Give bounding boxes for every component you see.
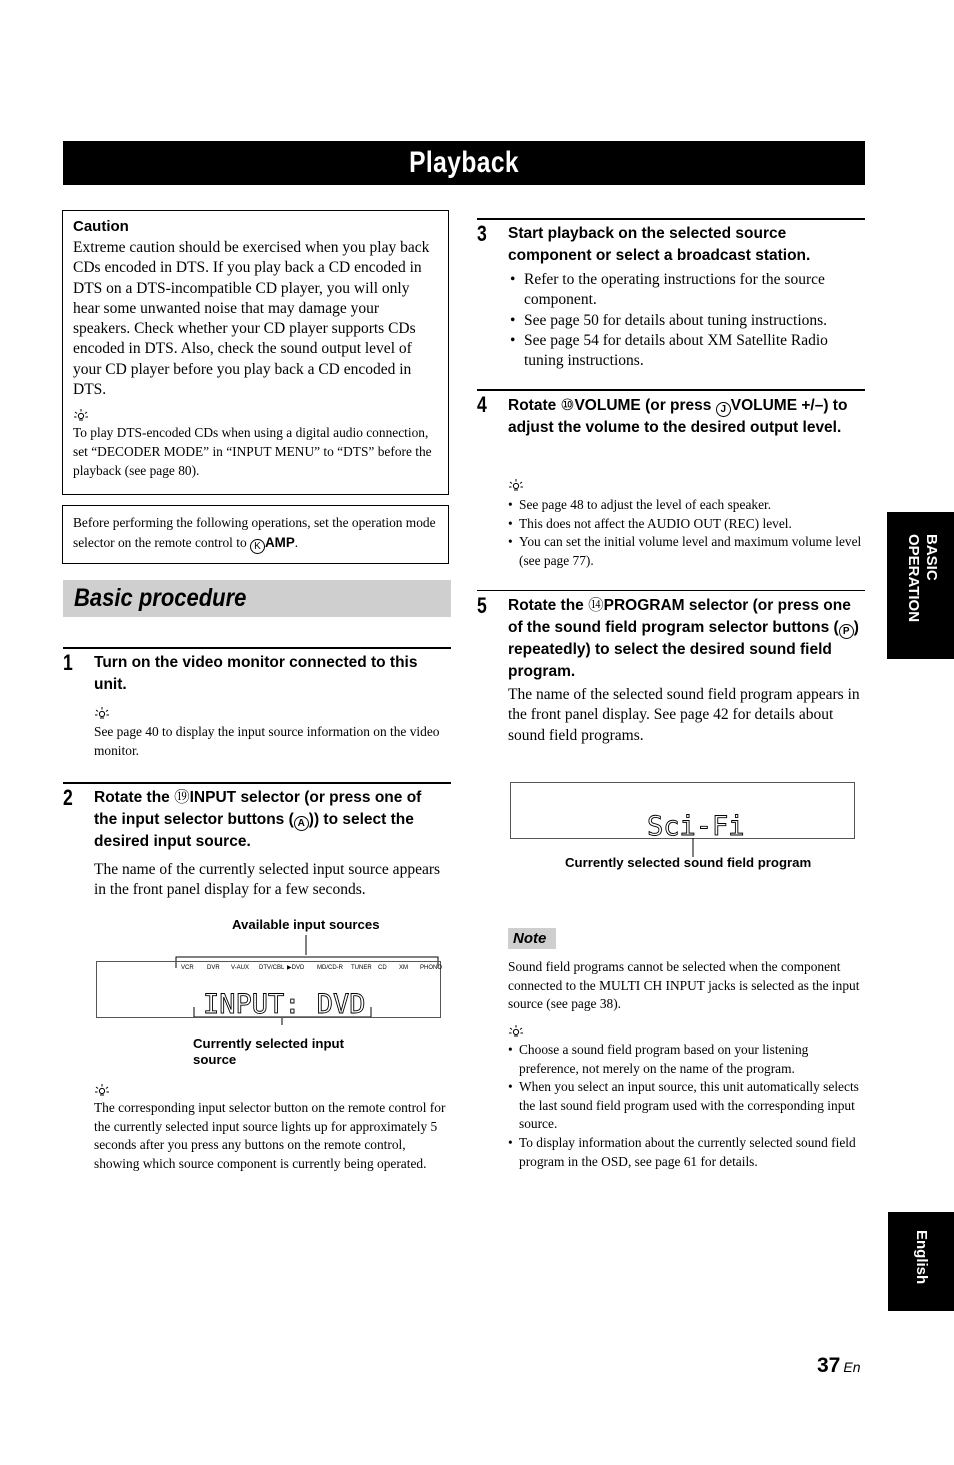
tip-icon (73, 408, 89, 422)
step-heading: Start playback on the selected source component or select a broadcast station. (508, 225, 811, 264)
tip-block (94, 1083, 449, 1173)
source-dtvcbl: DTV/CBL (259, 965, 285, 971)
control-number-icon: ⑭ (588, 597, 604, 614)
source-dvr: DVR (207, 965, 220, 971)
program-display (511, 783, 856, 840)
remote-key-k-icon: K (250, 539, 265, 554)
source-vcr: VCR (181, 965, 194, 971)
caution-title: Caution (73, 218, 129, 235)
divider (63, 647, 451, 649)
list-item: • When you select an input source, this unit automatically selects the last sound field program used with the corresponding input source. (508, 1078, 864, 1134)
display-program-text: Sci-Fi (647, 811, 745, 840)
control-number-icon: ⑲ (174, 789, 190, 806)
tip-text: The corresponding input selector button on the remote control for the currently selected input source lights up for approximately 5 seconds after you press any buttons on the remote control, showing which source component is currently being operated. (94, 1100, 446, 1171)
section-tab-basic-operation[interactable] (887, 512, 954, 659)
list-item: • Choose a sound field program based on your listening preference, not merely on the name of the program. (508, 1041, 864, 1078)
heading-text: )) to select the desired input source. (94, 811, 414, 850)
tip-block (94, 706, 449, 760)
before-text: Before performing the following operations, set the operation mode selector on the remote control to (73, 515, 436, 550)
page-title: Playback (63, 141, 865, 185)
step-heading (508, 395, 864, 439)
control-number-icon: ⑩ (560, 397, 575, 414)
heading-text: Rotate the (508, 597, 584, 614)
selected-program-label: Currently selected sound field program (565, 855, 812, 870)
input-sources-row (97, 962, 442, 1019)
tip-block (508, 478, 864, 570)
divider (63, 782, 451, 784)
control-keyword: VOLUME (574, 397, 641, 414)
list-item: • See page 48 to adjust the level of each speaker. (508, 496, 864, 515)
heading-text: selector (or press one of the sound field program selector buttons ( (508, 597, 851, 636)
heading-text: (or press (645, 397, 712, 414)
tip-icon (508, 1024, 524, 1038)
tip-icon (508, 478, 524, 492)
page-language-suffix: En (843, 1359, 861, 1375)
front-panel-display (96, 961, 441, 1018)
divider (477, 218, 865, 220)
tip-icon (94, 706, 110, 720)
source-xm: XM (399, 965, 408, 971)
before-note-box (62, 505, 449, 564)
heading-text: Rotate the (94, 789, 170, 806)
step-heading (94, 787, 444, 853)
tip-list (508, 1041, 864, 1171)
step-number: 5 (477, 593, 487, 618)
step-number: 4 (477, 392, 487, 417)
tip-icon (94, 1083, 110, 1097)
list-item: • Refer to the operating instructions for the source component. (508, 270, 860, 311)
page-number (817, 1354, 860, 1379)
language-tab-label: English (913, 1230, 930, 1285)
divider (477, 590, 865, 591)
source-cd: CD (378, 965, 387, 971)
step-heading: Turn on the video monitor connected to this unit. (94, 654, 418, 693)
remote-button-p-icon: P (839, 624, 854, 639)
list-item: • You can set the initial volume level and maximum volume level (see page 77). (508, 533, 864, 570)
remote-button-a-icon: A (294, 816, 309, 831)
heading-text: ) repeatedly) to select the desired sound field program. (508, 619, 859, 680)
list-item: • See page 54 for details about XM Satellite Radio tuning instructions. (508, 331, 860, 372)
section-tab-label: BASIC OPERATION (905, 534, 940, 623)
caution-box (62, 210, 449, 495)
source-phono: PHONO (420, 965, 442, 971)
note-tag: Note (508, 928, 556, 949)
amp-label: AMP (265, 535, 295, 550)
selected-input-label: Currently selected input source (193, 1036, 344, 1067)
source-mdcdr: MD/CD-R (317, 965, 343, 971)
step-body: The name of the selected sound field program appears in the front panel display. See page 42 for details about sound field programs. (508, 686, 860, 744)
step-number: 1 (63, 650, 73, 675)
step-number: 3 (477, 221, 487, 246)
source-vaux: V-AUX (231, 965, 250, 971)
available-sources-label: Available input sources (232, 917, 380, 932)
divider (477, 389, 865, 391)
front-panel-display (510, 782, 855, 839)
language-tab[interactable] (888, 1212, 954, 1311)
remote-key-j-icon: J (716, 402, 731, 417)
caution-tip: To play DTS-encoded CDs when using a digital audio connection, set “DECODER MODE” in “INPUT MENU” to “DTS” before the playback (see page 80). (73, 425, 432, 478)
heading-text: Rotate (508, 397, 557, 414)
control-keyword: VOLUME (730, 397, 798, 414)
note-text: Sound field programs cannot be selected when the component connected to the MULTI CH INPUT jacks is selected as the input source (see page 38). (508, 959, 860, 1012)
caution-text: Extreme caution should be exercised when you play back CDs encoded in DTS. If you play back a CD encoded in DTS on a DTS-incompatible CD player, you will only hear some unwanted noise that may damage your speakers. Check whether your CD player supports CDs encoded in DTS. Also, check the sound output level of your CD player before you play back a CD encoded in DTS. (73, 239, 430, 399)
source-dvd: ▶DVD (287, 965, 305, 971)
tip-text: See page 40 to display the input source information on the video monitor. (94, 724, 440, 758)
list-item: • This does not affect the AUDIO OUT (REC) level. (508, 515, 864, 534)
heading-text: selector (or press one of the input selector buttons ( (94, 789, 422, 828)
source-tuner: TUNER (351, 965, 372, 971)
control-keyword: INPUT (189, 789, 237, 806)
tip-block (508, 1024, 864, 1171)
list-item: • To display information about the currently selected sound field program in the OSD, see page 61 for details. (508, 1134, 864, 1171)
step-body: The name of the currently selected input source appears in the front panel display for a few seconds. (94, 861, 441, 899)
heading-text: +/–) to adjust the volume to the desired output level. (508, 397, 848, 436)
before-end: . (294, 535, 299, 550)
section-heading: Basic procedure (63, 580, 451, 617)
tip-list (508, 496, 864, 570)
list-item: • See page 50 for details about tuning instructions. (508, 311, 860, 331)
page-number-value: 37 (817, 1354, 841, 1377)
display-input-text: INPUT: DVD (203, 989, 366, 1019)
step-heading (508, 595, 864, 683)
step-number: 2 (63, 785, 73, 810)
step-bullets (508, 270, 860, 371)
control-keyword: PROGRAM (603, 597, 685, 614)
